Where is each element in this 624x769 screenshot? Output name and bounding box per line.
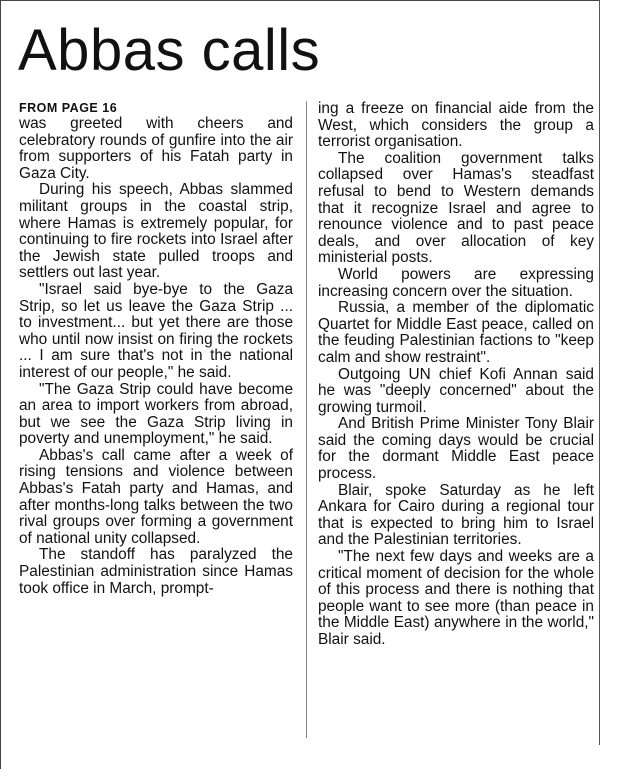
paragraph: World powers are expressing increasing concern over the situation. bbox=[318, 265, 594, 300]
paragraph: ing a freeze on financial aide from the West, which considers the group a terrorist organisation. bbox=[318, 100, 594, 151]
paragraph: The standoff has paralyzed the Palestinian administration since Hamas took office in March, prompt- bbox=[19, 546, 293, 597]
jump-line: FROM PAGE 16 bbox=[19, 101, 118, 115]
paragraph: Abbas's call came after a week of rising tensions and violence between Abbas's Fatah party and Hamas, and after months-long talks between the two rival groups over forming a government of national unity collapsed. bbox=[19, 446, 293, 547]
frame-right-rule bbox=[599, 0, 600, 745]
paragraph: "The next few days and weeks are a critical moment of decision for the whole of this process and there is nothing that people want to see more (than peace in the Middle East) anywhere in the world," Blair said. bbox=[318, 548, 594, 648]
paragraph: Russia, a member of the diplomatic Quartet for Middle East peace, called on the feuding Palestinian factions to "keep calm and show restraint". bbox=[318, 299, 594, 366]
paragraph: was greeted with cheers and celebratory rounds of gunfire into the air from supporters of his Fatah party in Gaza City. bbox=[19, 115, 293, 182]
paragraph: Blair, spoke Saturday as he left Ankara for Cairo during a regional tour that is expected to bring him to Israel and the Palestinian territories. bbox=[318, 481, 594, 549]
paragraph: The coalition government talks collapsed over Hamas's steadfast refusal to bend to Western demands that it recognize Israel and agree to renounce violence and to past peace deals, and over allocation of key ministerial posts. bbox=[318, 149, 594, 267]
column-divider bbox=[306, 101, 307, 738]
paragraph: During his speech, Abbas slammed militant groups in the coastal strip, where Hamas is extremely popular, for continuing to fire rockets into Israel after the Jewish state pulled troops and settlers out last year. bbox=[19, 181, 293, 282]
paragraph: Outgoing UN chief Kofi Annan said he was "deeply concerned" about the growing turmoil. bbox=[318, 365, 594, 416]
article-column-2 bbox=[318, 101, 594, 649]
frame-left-rule bbox=[0, 0, 1, 769]
paragraph: "The Gaza Strip could have become an area to import workers from abroad, but we see the Gaza Strip living in poverty and unemployment," he said. bbox=[19, 380, 293, 448]
paragraph: "Israel said bye-bye to the Gaza Strip, so let us leave the Gaza Strip ... to investment... but yet there are those who until now insist on firing the rockets ... I am sure that's not in the national interest of our people," he said. bbox=[19, 280, 293, 381]
headline: Abbas calls bbox=[18, 18, 321, 83]
paragraph: And British Prime Minister Tony Blair said the coming days would be crucial for the dormant Middle East peace process. bbox=[318, 415, 594, 483]
frame-top-rule bbox=[0, 0, 600, 1]
article-column-1 bbox=[19, 101, 293, 597]
